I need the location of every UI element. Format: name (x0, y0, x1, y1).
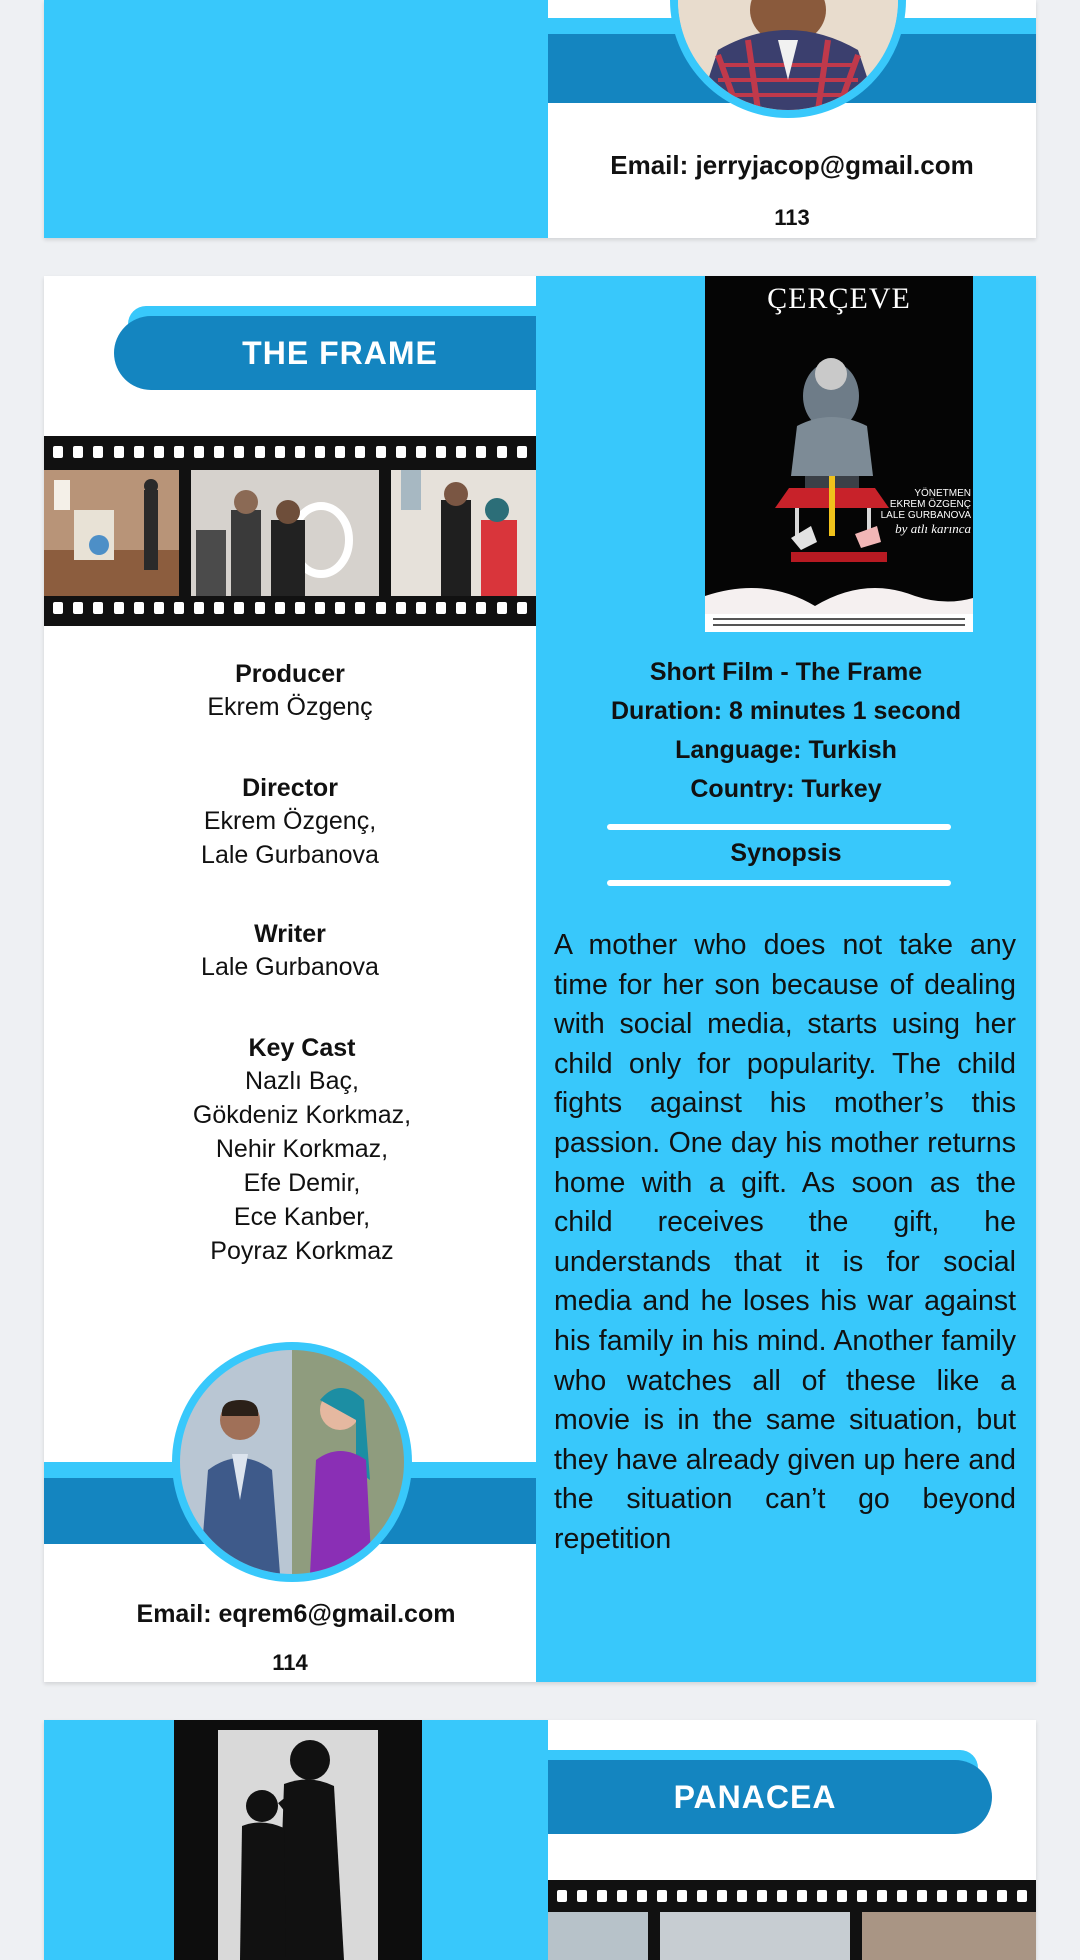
credit-name: Ekrem Özgenç, (203, 807, 377, 835)
poster-credit-line: YÖNETMEN (914, 488, 971, 499)
credit-name: Ekrem Özgenç (207, 693, 373, 721)
film-info-duration: Duration: 8 minutes 1 second (610, 697, 962, 725)
film-info-type: Short Film - The Frame (649, 658, 923, 686)
poster-credit-line: LALE GURBANOVA (880, 510, 971, 521)
film-info-country: Country: Turkey (690, 775, 882, 803)
page-113-email[interactable]: Email: jerryjacop@gmail.com (610, 150, 974, 180)
credits-director (44, 772, 536, 872)
credit-name: Poyraz Korkmaz (210, 1237, 394, 1265)
credit-role: Producer (235, 660, 345, 688)
credit-name: Efe Demir, (243, 1169, 361, 1197)
film-still-2 (191, 470, 379, 596)
divider-top (607, 824, 951, 830)
film-still-3 (862, 1912, 1036, 1960)
film-strip-holes-top (44, 446, 536, 460)
page-113-color-panel (44, 0, 548, 238)
page-114-number: 114 (272, 1650, 308, 1675)
credits-writer (44, 918, 536, 984)
credit-name: Nehir Korkmaz, (215, 1135, 389, 1163)
two-people-photo-icon (180, 1350, 404, 1574)
film-still-1 (44, 470, 179, 596)
synopsis-heading: Synopsis (730, 839, 842, 867)
film-title-tab (548, 1750, 992, 1834)
film-strip (548, 1880, 1036, 1960)
page-114-avatar-photo (180, 1350, 404, 1574)
credit-name: Lale Gurbanova (201, 953, 379, 981)
credit-name: Ece Kanber, (233, 1203, 371, 1231)
film-strip-holes-top (548, 1890, 1036, 1904)
film-title: PANACEA (673, 1778, 837, 1815)
poster-credit-line: by atlı karınca (895, 521, 971, 536)
page-113 (44, 0, 1036, 238)
credits-producer (44, 658, 536, 724)
poster-credit (881, 488, 971, 534)
page-114 (44, 276, 1036, 1682)
credit-role: Key Cast (248, 1034, 356, 1062)
credit-role: Writer (254, 920, 326, 948)
scene-photo-icon (191, 470, 379, 596)
film-title: THE FRAME (242, 334, 438, 371)
page-115-poster (174, 1720, 422, 1960)
credit-name: Nazlı Baç, (245, 1067, 359, 1095)
credit-role: Director (242, 774, 338, 802)
title-tab-body (548, 1760, 992, 1834)
film-still-1 (548, 1912, 648, 1960)
film-title-tab (114, 306, 536, 390)
film-strip-holes-bottom (44, 602, 536, 616)
film-still-3 (391, 470, 536, 596)
synopsis-text: A mother who does not take any time for her son because of dealing with social media, starts using her child only for popularity. The child fights against his mother’s this passion. One day his mother returns home with a gift. As soon as the child receives the gift, he understands that it is for social media and he loses his war against his family in his mind. Another family who watches all of these like a movie is in the same situation, but they have already given up here and the situation can’t go beyond repetition (554, 929, 1016, 1555)
page-114-avatar (172, 1342, 412, 1582)
scene-photo-icon (391, 470, 536, 596)
scene-photo-icon (44, 470, 179, 596)
silhouette-photo-icon (174, 1720, 422, 1960)
poster-title: ÇERÇEVE (767, 282, 911, 315)
divider-bottom (607, 880, 951, 886)
film-poster (705, 276, 973, 632)
film-info-language: Language: Turkish (675, 736, 897, 764)
credit-name: Lale Gurbanova (201, 841, 379, 869)
page-115 (44, 1720, 1036, 1960)
credit-name: Gökdeniz Korkmaz, (192, 1101, 412, 1129)
page-114-email[interactable]: Email: eqrem6@gmail.com (136, 1600, 456, 1628)
poster-artwork-icon (705, 276, 973, 632)
credits-key-cast (56, 1032, 548, 1268)
poster-credit-line: EKREM ÖZGENÇ (889, 499, 971, 510)
film-strip (44, 436, 536, 626)
film-still-2 (660, 1912, 850, 1960)
title-tab-body (114, 316, 536, 390)
page-113-number: 113 (774, 205, 810, 230)
film-info (536, 653, 1036, 809)
